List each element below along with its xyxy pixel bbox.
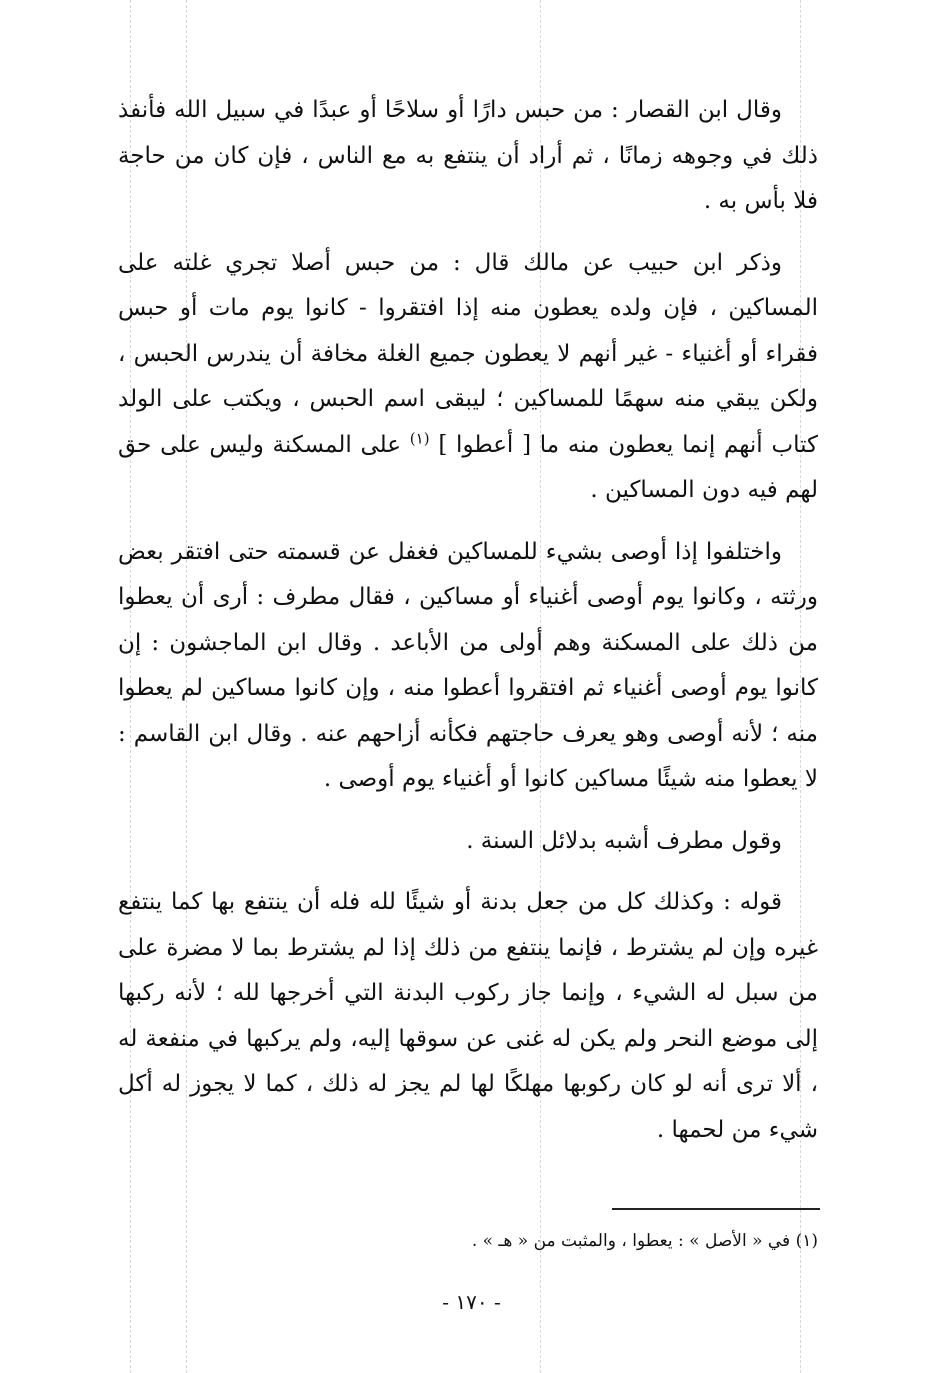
footnote-reference: (١) (409, 428, 430, 447)
page-number: - ١٧٠ - (442, 1290, 501, 1314)
paragraph-2-tail: على المسكنة وليس على حق لهم فيه دون المساكين . (118, 431, 818, 503)
footnote: (١) في « الأصل » : يعطوا ، والمثبت من « هـ » . (471, 1231, 818, 1251)
footnote-divider (612, 1208, 820, 1210)
paragraph-5: قوله : وكذلك كل من جعل بدنة أو شيئًا لله فله أن ينتفع بها كما ينتفع غيره وإن لم يشترط ، فإنما ينتفع من ذلك إذا لم يشترط بما لا مضرة على من سبل له الشيء ، وإنما جاز ركوب البدنة التي أخرجها لله ؛ لأنه ركبها إلى موضع النحر ولم يكن له غنى عن سوقها إليه، ولم يركبها في منفعة له ، ألا ترى أنه لو كان ركوبها مهلكًا لها لم يجز له ذلك ، كما لا يجوز له أكل شيء من لحمها . (118, 889, 818, 1143)
paragraph-3: واختلفوا إذا أوصى بشيء للمساكين فغفل عن قسمته حتى افتقر بعض ورثته ، وكانوا يوم أوصى أغنياء أو مساكين ، فقال مطرف : أرى أن يعطوا من ذلك على المسكنة وهم أولى من الأباعد . وقال ابن الماجشون : إن كانوا يوم أوصى أغنياء ثم افتقروا أعطوا منه ، وإن كانوا مساكين لم يعطوا منه ؛ لأنه أوصى وهو يعرف حاجتهم فكأنه أزاحهم عنه . وقال ابن القاسم : لا يعطوا منه شيئًا مساكين كانوا أو أغنياء يوم أوصى . (118, 538, 818, 792)
paragraph-4: وقول مطرف أشبه بدلائل السنة . (466, 827, 782, 854)
paragraph-1: وقال ابن القصار : من حبس دارًا أو سلاحًا أو عبدًا في سبيل الله فأنفذ ذلك في وجوهه زمانًا ، ثم أراد أن ينتفع به مع الناس ، فإن كان من حاجة فلا بأس به . (118, 97, 818, 214)
paragraph-2 (118, 241, 818, 514)
paragraph-2-text: وذكر ابن حبيب عن مالك قال : من حبس أصلا تجري غلته على المساكين ، فإن ولده يعطون منه إذا افتقروا - كانوا يوم مات أو حبس فقراء أو أغنياء - غير أنهم لا يعطون جميع الغلة مخافة أن يندرس الحبس ، ولكن يبقي منه سهمًا للمساكين ؛ ليبقى اسم الحبس ، ويكتب على الولد كتاب أنهم إنما يعطون منه ما [ أعطوا ] (118, 249, 818, 458)
page-body (118, 88, 818, 1169)
